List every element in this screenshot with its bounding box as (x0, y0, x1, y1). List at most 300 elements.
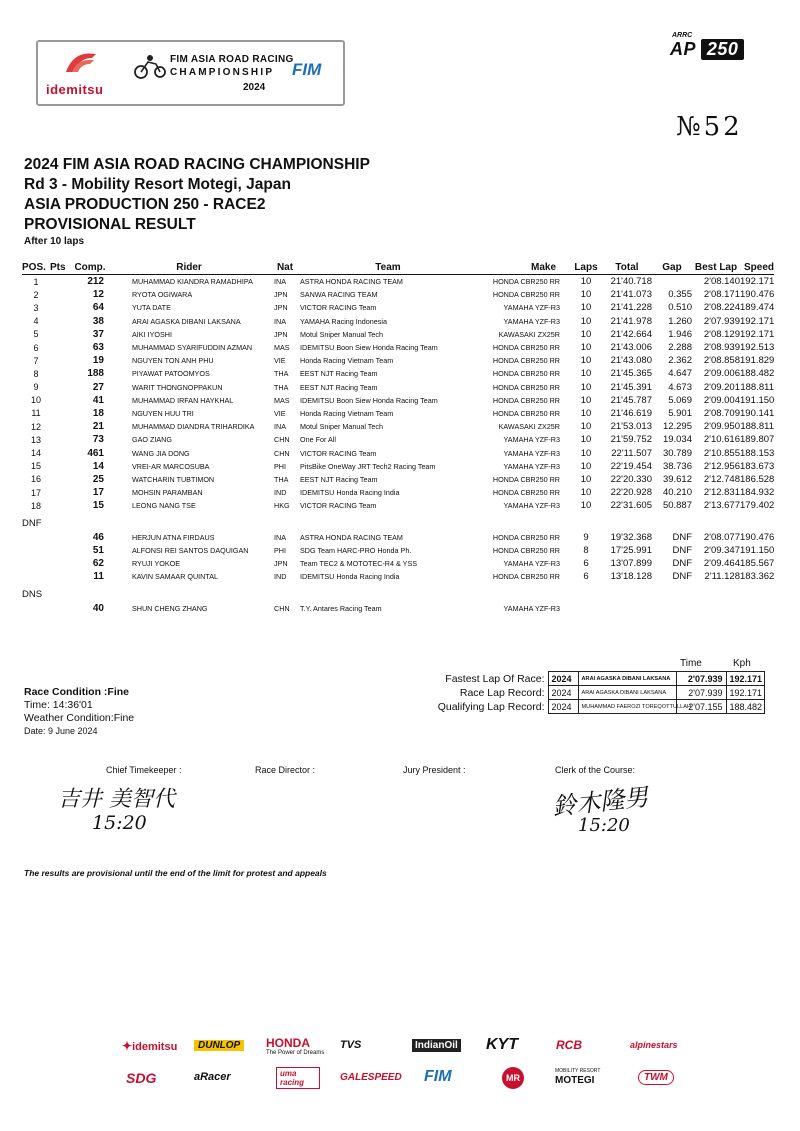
cell-nat: THA (274, 382, 289, 392)
cell-nat: MAS (274, 343, 290, 353)
cell-total: 21'41.073 (610, 289, 652, 301)
race-date: Date: 9 June 2024 (24, 726, 98, 736)
cell-gap: 50.887 (662, 500, 692, 512)
clerk-of-course-label: Clerk of the Course: (555, 765, 636, 775)
sponsor-kyt-logo: KYT (486, 1036, 518, 1053)
record-kph: 192.171 (726, 672, 764, 686)
cell-make: YAMAHA YZF-R3 (503, 501, 560, 511)
cell-laps: 10 (580, 473, 592, 485)
cell-nat: IND (274, 488, 287, 498)
cell-pts (50, 602, 72, 615)
cell-rider: GAO ZIANG (132, 435, 172, 445)
col-header-team: Team (300, 260, 476, 275)
result-row (22, 407, 774, 420)
cell-gap: 19.034 (662, 434, 692, 446)
cell-nat: INA (274, 532, 286, 542)
cell-rider: HERJUN ATNA FIRDAUS (132, 532, 215, 542)
cell-total: 21'46.619 (610, 407, 652, 419)
cell-total (602, 602, 652, 615)
cell-best-lap: 2'10.616 (703, 434, 740, 446)
sponsor-fim-logo: FIM (424, 1068, 452, 1085)
cell-comp: 18 (92, 407, 104, 419)
honda-tagline: The Power of Dreams (266, 1050, 325, 1056)
cell-make: HONDA CBR250 RR (492, 382, 560, 392)
cell-pts (50, 407, 72, 420)
cell-team: SANWA RACING TEAM (300, 290, 378, 300)
cell-best-lap (692, 602, 740, 615)
cell-speed: 183.362 (740, 571, 775, 583)
record-year: 2024 (548, 686, 578, 700)
col-header-laps: Laps (570, 260, 602, 275)
cell-team: VICTOR RACING Team (300, 448, 377, 458)
cell-rider: MUHAMMAD SYARIFUDDIN AZMAN (132, 343, 253, 353)
col-header-pos: POS. (22, 260, 50, 275)
cell-rider: MUHAMMAD KIANDRA RAMADHIPA (132, 277, 253, 287)
cell-best-lap: 2'10.855 (703, 447, 740, 459)
cell-rider: NGUYEN TON ANH PHU (132, 356, 214, 366)
cell-gap (652, 275, 692, 289)
idemitsu-wordmark: idemitsu (46, 82, 104, 97)
cell-make: HONDA CBR250 RR (492, 290, 560, 300)
record-label: Race Lap Record: (459, 686, 545, 699)
cell-team: Motul Sniper Manual Tech (300, 422, 383, 432)
cell-gap: 4.673 (668, 381, 692, 393)
cell-total: 21'45.365 (610, 368, 652, 380)
weather-condition: Weather Condition:Fine (24, 712, 135, 724)
laps-completed-note: After 10 laps (24, 236, 85, 247)
cell-laps: 10 (580, 487, 592, 499)
motorcycle-rider-icon (132, 52, 168, 82)
cell-speed: 188.811 (740, 381, 774, 393)
cell-speed: 188.153 (740, 447, 775, 459)
result-row (22, 460, 774, 473)
cell-speed: 192.171 (740, 315, 775, 327)
cell-speed: 184.932 (740, 487, 775, 499)
cell-laps (570, 602, 602, 615)
cell-rider: WANG JIA DONG (132, 448, 190, 458)
cell-team: YAMAHA Racing Indonesia (300, 316, 387, 326)
cell-total: 21'45.787 (610, 394, 652, 406)
cell-make: HONDA CBR250 RR (492, 488, 560, 498)
cell-pos: 8 (33, 368, 39, 379)
round-title: Rd 3 - Mobility Resort Motegi, Japan (24, 176, 291, 193)
chief-timekeeper-signature: 吉井 美智代 (58, 787, 175, 812)
cell-make: KAWASAKI ZX25R (498, 422, 560, 432)
cell-laps: 10 (580, 315, 592, 327)
cell-rider: AIKI IYOSHI (132, 329, 172, 339)
sponsor-galespeed-logo: GALESPEED (340, 1072, 402, 1083)
cell-nat: JPN (274, 303, 288, 313)
results-table (22, 260, 774, 615)
cell-comp: 73 (92, 434, 104, 446)
cell-laps: 6 (583, 558, 589, 570)
cell-make: HONDA CBR250 RR (492, 572, 560, 582)
cell-nat: CHN (274, 448, 290, 458)
cell-pts (50, 275, 72, 289)
cell-comp: 46 (92, 531, 104, 543)
cell-speed: 188.482 (740, 368, 775, 380)
cell-pts (50, 557, 72, 570)
cell-laps: 10 (580, 328, 592, 340)
cell-laps: 8 (583, 544, 589, 556)
cell-best-lap: 2'07.939 (703, 315, 740, 327)
cell-team: EEST NJT Racing Team (300, 382, 378, 392)
cell-make: HONDA CBR250 RR (492, 474, 560, 484)
cell-comp: 25 (92, 473, 104, 485)
sponsor-dunlop-logo: DUNLOP (194, 1040, 244, 1051)
cell-team: Motul Sniper Manual Tech (300, 329, 383, 339)
cell-total: 21'41.978 (610, 315, 652, 327)
cell-team: VICTOR RACING Team (300, 501, 377, 511)
cell-pos (22, 544, 50, 557)
record-rider: ARAI AGASKA DIBANI LAKSANA (578, 686, 676, 700)
cell-team: Honda Racing Vietnam Team (300, 408, 394, 418)
cell-total: 21'41.228 (610, 302, 652, 314)
cell-pos (22, 557, 50, 570)
jury-president-label: Jury President : (403, 765, 466, 775)
sponsor-indianoil-logo: IndianOil (412, 1039, 461, 1052)
cell-best-lap: 2'09.004 (703, 394, 740, 406)
cell-comp: 38 (92, 315, 104, 327)
cell-laps: 10 (580, 355, 592, 367)
cell-best-lap: 2'08.140 (703, 276, 740, 288)
cell-pts (50, 460, 72, 473)
record-label: Qualifying Lap Record: (437, 700, 545, 713)
cell-gap: 4.647 (668, 368, 692, 380)
cell-best-lap: 2'11.128 (704, 571, 740, 583)
cell-nat: JPN (274, 329, 288, 339)
cell-pts (50, 486, 72, 499)
cell-rider: ALFONSI REI SANTOS DAQUIGAN (132, 545, 249, 555)
record-time: 2'07.939 (676, 672, 726, 686)
results-body (22, 275, 774, 615)
cell-nat: PHI (274, 545, 286, 555)
sponsor-aracer-logo: aRacer (194, 1071, 231, 1083)
cell-best-lap: 2'09.006 (703, 368, 740, 380)
cell-speed: 186.528 (740, 473, 775, 485)
cell-team: ASTRA HONDA RACING TEAM (300, 277, 403, 287)
cell-speed: 185.567 (740, 558, 775, 570)
result-row (22, 315, 774, 328)
col-header-best-lap: Best Lap (692, 260, 740, 275)
cell-best-lap: 2'09.201 (703, 381, 740, 393)
cell-rider: KAVIN SAMAAR QUINTAL (132, 572, 218, 582)
cell-make: HONDA CBR250 RR (492, 343, 560, 353)
cell-nat: THA (274, 369, 289, 379)
cell-gap: 38.736 (662, 460, 692, 472)
col-header-comp: Comp. (72, 260, 108, 275)
result-row (22, 433, 774, 446)
cell-team: SDG Team HARC-PRO Honda Ph. (300, 545, 412, 555)
result-row (22, 354, 774, 367)
cell-pos: 17 (30, 487, 41, 498)
cell-team: VICTOR RACING Team (300, 303, 377, 313)
result-row (22, 381, 774, 394)
result-row (22, 341, 774, 354)
cell-laps: 10 (580, 302, 592, 314)
dns-section-label: DNS (22, 589, 43, 601)
cell-laps: 10 (580, 289, 592, 301)
cell-total: 22'20.330 (610, 473, 652, 485)
cell-gap: 39.612 (662, 473, 692, 485)
cell-best-lap: 2'08.224 (703, 302, 740, 314)
result-row (22, 275, 774, 289)
cell-pos: 3 (33, 302, 39, 313)
cell-pos: 18 (30, 500, 41, 511)
cell-gap: 0.510 (668, 302, 692, 314)
cell-comp: 461 (87, 447, 104, 459)
cell-pos: 5 (33, 329, 39, 340)
clerk-signature: 鈴木隆男 (551, 783, 650, 821)
ap-label: AP (670, 39, 696, 59)
cell-team: T.Y. Antares Racing Team (300, 603, 382, 613)
cell-gap: 5.069 (668, 394, 692, 406)
cell-comp: 64 (92, 302, 104, 314)
race-time: Time: 14:36'01 (24, 699, 93, 711)
sponsor-uma-racing-logo: uma racing (276, 1067, 320, 1089)
dns-section-row (22, 588, 774, 601)
cell-best-lap: 2'08.171 (703, 289, 740, 301)
cell-make: HONDA CBR250 RR (492, 532, 560, 542)
cell-comp: 51 (92, 544, 104, 556)
idemitsu-logo-icon (62, 50, 98, 76)
col-header-rider: Rider (108, 260, 270, 275)
lap-record-row (368, 700, 764, 714)
records-kph-header: Kph (733, 658, 751, 669)
cell-speed: 189.474 (740, 302, 775, 314)
cell-laps: 10 (580, 368, 592, 380)
cell-gap: 5.901 (668, 407, 692, 419)
cell-team: IDEMITSU Honda Racing India (300, 488, 400, 498)
cell-speed: 192.171 (740, 276, 775, 288)
cell-laps: 10 (580, 342, 592, 354)
cell-laps: 10 (580, 447, 592, 459)
chief-timekeeper-sign-time: 15:20 (92, 812, 147, 834)
provisional-disclaimer: The results are provisional until the end of the limit for protest and appeals (24, 868, 327, 878)
cell-pts (50, 446, 72, 459)
cell-best-lap: 2'09.950 (703, 421, 740, 433)
cell-speed: 191.150 (740, 394, 775, 406)
col-header-gap: Gap (652, 260, 692, 275)
sponsor-mr-logo: MR (502, 1067, 524, 1089)
cell-laps: 10 (580, 394, 592, 406)
cell-make: YAMAHA YZF-R3 (503, 316, 560, 326)
result-row (22, 486, 774, 499)
cell-best-lap: 2'13.677 (703, 500, 740, 512)
cell-make: HONDA CBR250 RR (492, 277, 560, 287)
dnf-row (22, 557, 774, 570)
document-title: 2024 FIM ASIA ROAD RACING CHAMPIONSHIP (24, 156, 370, 173)
record-kph: 188.482 (726, 700, 764, 714)
cell-pts (50, 394, 72, 407)
cell-comp: 21 (92, 421, 104, 433)
dnf-row (22, 531, 774, 544)
cell-total: 21'42.664 (610, 328, 652, 340)
result-row (22, 420, 774, 433)
cell-gap: DNF (672, 571, 692, 583)
cell-nat: IND (274, 572, 287, 582)
cell-best-lap: 2'08.939 (703, 342, 740, 354)
cell-pos: 14 (30, 448, 41, 459)
cell-team: IDEMITSU Boon Siew Honda Racing Team (300, 395, 438, 405)
cell-total: 17'25.991 (610, 544, 652, 556)
cell-pos (22, 570, 50, 583)
cell-speed: 190.141 (740, 407, 775, 419)
sponsor-motegi-logo: MOTEGI (555, 1075, 595, 1086)
sponsor-honda-logo: HONDA (266, 1036, 310, 1050)
cell-make: YAMAHA YZF-R3 (503, 559, 560, 569)
dns-row (22, 602, 774, 615)
cell-gap: 1.946 (668, 328, 692, 340)
cell-pos: 6 (33, 342, 39, 353)
cell-rider: RYOTA OGIWARA (132, 290, 193, 300)
cell-pts (50, 354, 72, 367)
arrc-label: ARRC (672, 32, 693, 39)
cell-pos: 11 (31, 408, 41, 419)
cell-pos: 13 (30, 434, 41, 445)
cell-make: HONDA CBR250 RR (492, 395, 560, 405)
sheet-number: №52 (676, 112, 743, 142)
cell-pos: 15 (30, 461, 41, 472)
cell-best-lap: 2'12.831 (703, 487, 740, 499)
clerk-sign-time: 15:20 (578, 815, 630, 836)
cell-total: 22'19.454 (610, 460, 652, 472)
cell-speed (740, 602, 774, 615)
cell-laps: 10 (580, 407, 592, 419)
result-row (22, 499, 774, 512)
record-year: 2024 (548, 700, 578, 714)
cell-rider: YUTA DATE (132, 303, 171, 313)
cell-pos: 12 (30, 421, 41, 432)
cell-nat: THA (274, 474, 289, 484)
cell-team: IDEMITSU Boon Siew Honda Racing Team (300, 343, 438, 353)
result-row (22, 394, 774, 407)
cell-best-lap: 2'08.858 (703, 355, 740, 367)
cell-make: HONDA CBR250 RR (492, 545, 560, 555)
sponsor-sdg-logo: SDG (126, 1070, 157, 1086)
cell-total: 19'32.368 (610, 531, 652, 543)
cell-rider: MOHSIN PARAMBAN (132, 488, 203, 498)
result-row (22, 473, 774, 486)
cell-make: YAMAHA YZF-R3 (503, 461, 560, 471)
cell-team: IDEMITSU Honda Racing India (300, 572, 400, 582)
cell-make: YAMAHA YZF-R3 (503, 435, 560, 445)
cell-comp: 15 (92, 500, 104, 512)
cell-pts (50, 381, 72, 394)
cell-nat: HKG (274, 501, 290, 511)
cell-rider: NGUYEN HUU TRI (132, 408, 194, 418)
cell-comp: 41 (92, 394, 104, 406)
cell-team: Team TEC2 & MOTOTEC-R4 & YSS (300, 559, 418, 569)
cell-make: YAMAHA YZF-R3 (503, 303, 560, 313)
record-year: 2024 (548, 672, 578, 686)
cell-comp: 12 (92, 289, 104, 301)
sponsor-tvs-logo: TVS (340, 1039, 362, 1051)
cell-best-lap: 2'12.956 (703, 460, 740, 472)
cell-team: EEST NJT Racing Team (300, 369, 378, 379)
cell-rider: ARAI AGASKA DIBANI LAKSANA (132, 316, 241, 326)
sponsor-twm-logo: TWM (638, 1070, 674, 1085)
cell-rider: PIYAWAT PATOOMYOS (132, 369, 210, 379)
cell-total: 21'59.752 (610, 434, 652, 446)
record-kph: 192.171 (726, 686, 764, 700)
cell-total: 13'18.128 (610, 571, 652, 583)
cell-nat: CHN (274, 603, 290, 613)
cell-pts (50, 341, 72, 354)
cell-rider: RYUJI YOKOE (132, 559, 181, 569)
cell-total: 22'31.605 (610, 500, 652, 512)
idemitsu-flame-icon: ✦ (122, 1039, 133, 1053)
chief-timekeeper-label: Chief Timekeeper : (106, 765, 182, 775)
championship-name-line1: FIM ASIA ROAD RACING (170, 54, 294, 65)
record-rider: ARAI AGASKA DIBANI LAKSANA (578, 672, 676, 686)
cell-speed: 189.807 (740, 434, 775, 446)
cell-laps: 6 (583, 571, 589, 583)
lap-records-table (368, 671, 765, 714)
cell-pts (50, 473, 72, 486)
ap-class-label: 250 (701, 39, 745, 60)
cell-gap: 12.295 (662, 421, 692, 433)
cell-pts (50, 433, 72, 446)
cell-pts (50, 499, 72, 512)
cell-team: ASTRA HONDA RACING TEAM (300, 532, 403, 542)
cell-make: HONDA CBR250 RR (492, 356, 560, 366)
cell-rider: MUHAMMAD DIANDRA TRIHARDIKA (132, 422, 255, 432)
cell-gap: 2.288 (668, 342, 692, 354)
cell-comp: 212 (87, 276, 104, 288)
cell-make: YAMAHA YZF-R3 (503, 448, 560, 458)
sponsor-rcb-logo: RCB (556, 1038, 582, 1052)
cell-pos: 10 (30, 395, 41, 406)
cell-laps: 10 (580, 421, 592, 433)
result-row (22, 288, 774, 301)
cell-gap: DNF (672, 544, 692, 556)
sponsor-alpinestars-logo: alpinestars (630, 1040, 678, 1050)
championship-year: 2024 (243, 82, 266, 93)
cell-pts (50, 367, 72, 380)
col-header-speed: Speed (740, 260, 774, 275)
cell-speed: 190.476 (740, 531, 775, 543)
cell-make: HONDA CBR250 RR (492, 408, 560, 418)
cell-team: PitsBike OneWay JRT Tech2 Racing Team (300, 461, 436, 471)
cell-team: Honda Racing Vietnam Team (300, 356, 394, 366)
cell-total: 21'43.080 (610, 355, 652, 367)
cell-rider: VREI-AR MARCOSUBA (132, 461, 210, 471)
cell-make: HONDA CBR250 RR (492, 369, 560, 379)
cell-pos: 1 (33, 276, 39, 287)
cell-pts (50, 301, 72, 314)
cell-comp: 63 (92, 342, 104, 354)
cell-total: 21'53.013 (610, 421, 652, 433)
cell-nat: VIE (274, 408, 286, 418)
cell-rider: SHUN CHENG ZHANG (132, 603, 208, 613)
cell-laps: 10 (580, 381, 592, 393)
cell-pos (22, 602, 50, 615)
cell-nat: JPN (274, 290, 288, 300)
cell-nat: CHN (274, 435, 290, 445)
cell-comp: 19 (92, 355, 104, 367)
col-header-nat: Nat (270, 260, 300, 275)
cell-total: 13'07.899 (610, 558, 652, 570)
lap-record-row (368, 672, 764, 686)
cell-gap: DNF (672, 558, 692, 570)
col-header-make: Make (476, 260, 570, 275)
cell-comp: 37 (92, 328, 104, 340)
cell-speed: 179.402 (740, 500, 775, 512)
dnf-section-label: DNF (22, 518, 42, 530)
cell-nat: PHI (274, 461, 286, 471)
header-banner (36, 40, 345, 106)
